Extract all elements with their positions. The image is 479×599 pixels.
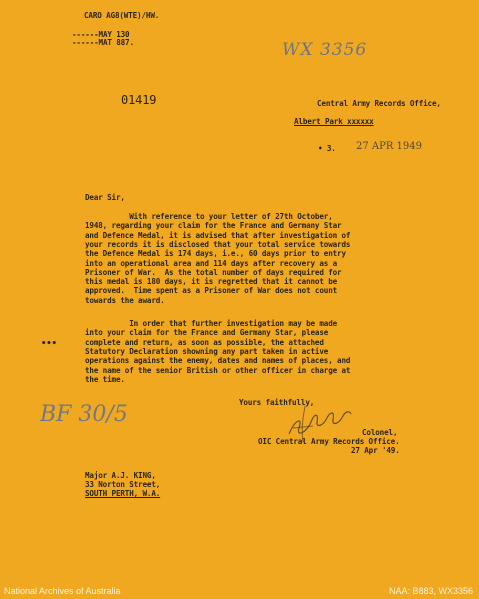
body-line: this medal is 180 days, it is regretted that it cannot be bbox=[85, 277, 338, 287]
addressee-suburb: SOUTH PERTH, W.A. bbox=[85, 489, 161, 498]
handwritten-file-number: WX 3356 bbox=[282, 40, 368, 60]
body-line: operations against the enemy, dates and names of places, and bbox=[85, 356, 351, 366]
body-line: complete and return, as soon as possible, the attached bbox=[85, 337, 324, 347]
reference-line-3: ------MAT 887. bbox=[72, 38, 134, 47]
body-line: the name of the senior British or other officer in charge at bbox=[85, 365, 351, 375]
body-line: and Defence Medal, it is advised that after investigation of bbox=[85, 230, 351, 240]
margin-annotation: BF 30/5 bbox=[40, 402, 128, 427]
salutation: Dear Sir, bbox=[85, 193, 125, 202]
body-line: the Defence Medal is 174 days, i.e., 60 days prior to entry bbox=[85, 249, 346, 259]
margin-mark: ••• bbox=[41, 339, 57, 349]
date-stamp: 27 APR 1949 bbox=[356, 141, 423, 152]
body-line: approved. Time spent as a Prisoner of War does not count bbox=[85, 286, 338, 296]
body-line: Prisoner of War. As the total number of days required for bbox=[85, 267, 342, 277]
date-prefix: • 3. bbox=[318, 144, 336, 153]
signatory-rank: Colonel, bbox=[362, 428, 398, 437]
body-line: 1948, regarding your claim for the France and Germany Star bbox=[85, 221, 342, 231]
body-line: towards the award. bbox=[85, 295, 165, 305]
office-name: Central Army Records Office, bbox=[317, 99, 441, 108]
valediction: Yours faithfully, bbox=[239, 398, 315, 407]
body-line: into your claim for the France and Germany Star, please bbox=[85, 328, 329, 338]
body-line: With reference to your letter of 27th October, bbox=[85, 212, 333, 221]
body-line: In order that further investigation may be made bbox=[85, 319, 338, 328]
addressee-street: 33 Norton Street, bbox=[85, 480, 161, 489]
footer-citation: NAA: B883, WX3356 bbox=[388, 586, 473, 596]
office-location: Albert Park xxxxxx bbox=[294, 117, 374, 126]
reference-line-2: ------MAY 130 bbox=[72, 30, 130, 39]
body-line: the time. bbox=[85, 374, 125, 384]
addressee-name: Major A.J. KING, bbox=[85, 471, 156, 480]
body-line: into an operational area and 114 days after recovery as a bbox=[85, 258, 338, 268]
signature-date: 27 Apr '49. bbox=[351, 446, 400, 455]
body-line: your records it is disclosed that your total service towards bbox=[85, 239, 351, 249]
footer-archive-name: National Archives of Australia bbox=[4, 586, 121, 596]
serial-number: 01419 bbox=[121, 93, 157, 107]
reference-line-1: CARO AG8(WTE)/HW. bbox=[84, 11, 160, 20]
body-line: Statutory Declaration showning any part taken in active bbox=[85, 346, 329, 356]
signatory-title: OIC Central Army Records Office. bbox=[258, 437, 400, 446]
